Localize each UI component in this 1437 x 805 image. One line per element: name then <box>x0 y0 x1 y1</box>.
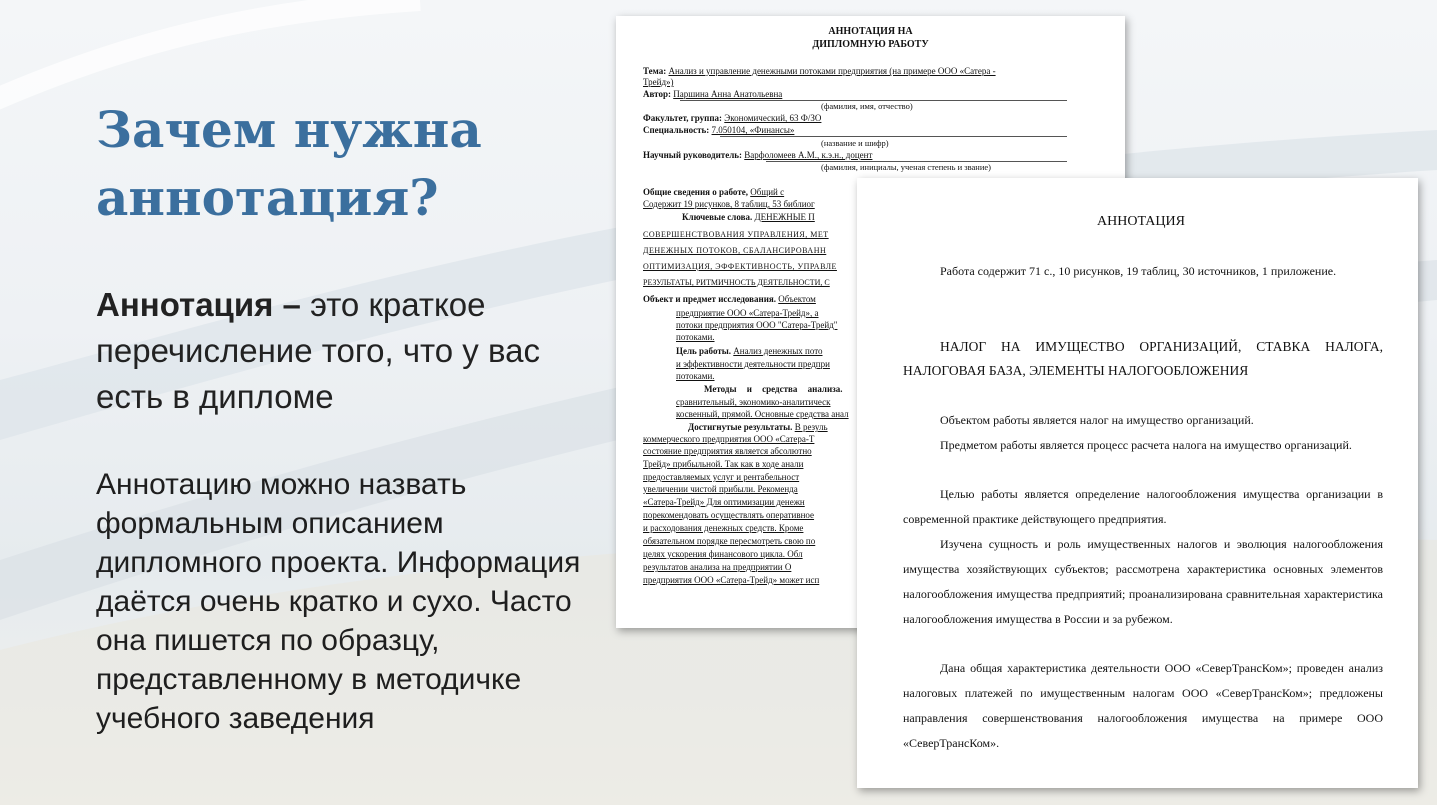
doc1-results-line5: предоставляемых услуг и рентабельност <box>643 472 800 482</box>
doc1-results-line8: порекомендовать осуществлять оперативное <box>643 510 815 520</box>
doc1-topic-value: Анализ и управление денежными потоками предприятия (на примере ООО «Сатера - <box>668 66 996 76</box>
doc1-advisor-hint: (фамилия, инициалы, ученая степень и звание) <box>821 162 991 172</box>
doc1-results-line12: результатов анализа на предприятии О <box>643 562 792 572</box>
doc1-object-label: Объект и предмет исследования. <box>643 294 777 304</box>
doc1-object-value: Объектом <box>778 294 816 304</box>
doc2-heading: АННОТАЦИЯ <box>1097 214 1185 229</box>
doc1-kw-line2: ДЕНЕЖНЫХ ПОТОКОВ, СБАЛАНСИРОВАНН <box>643 246 827 255</box>
doc2-studied: Изучена сущность и роль имущественных налогов и эволюция налогообложения имущества хозяйствующих субъектов; рассмотрена характеристика основных элементов налогообложения имущества предприятий; проанализирована сравнительная характеристика налогообложения имущества в России и за рубежом. <box>903 537 1383 626</box>
doc1-methods-label: Методы и средства анализа. <box>704 384 843 394</box>
doc2-object: Объектом работы является налог на имущество организаций. <box>940 413 1254 427</box>
doc1-keywords-label: Ключевые слова. <box>682 212 753 222</box>
doc1-results-line2: коммерческого предприятия ООО «Сатера-Т <box>643 434 815 444</box>
doc1-kw-line4: РЕЗУЛЬТАТЫ, РИТМИЧНОСТЬ ДЕЯТЕЛЬНОСТИ, С <box>643 278 830 287</box>
definition-text <box>96 282 566 420</box>
doc1-author-value: Паршина Анна Анатольевна <box>673 89 783 99</box>
doc2-subject: Предметом работы является процесс расчета налога на имущество организаций. <box>940 438 1352 452</box>
doc1-object-line4: потоками. <box>676 332 715 342</box>
definition-term: Аннотация – <box>96 286 301 323</box>
slide-title: Зачем нужна аннотация? <box>96 100 482 227</box>
doc1-kw-line1: СОВЕРШЕНСТВОВАНИЯ УПРАВЛЕНИЯ, МЕТ <box>643 230 829 239</box>
doc1-methods-line2: сравнительный, экономико-аналитическ <box>676 397 831 407</box>
doc1-general-label: Общие сведения о работе, <box>643 187 748 197</box>
doc1-results-line7: «Сатера-Трейд» Для оптимизации денежн <box>643 497 805 507</box>
definition-rest: это краткое перечисление того, что у вас есть в дипломе <box>96 286 540 415</box>
doc1-object-line2: предприятие ООО «Сатера-Трейд», а <box>676 308 819 318</box>
doc1-results-line4: Трейд» прибыльной. Так как в ходе анали <box>643 459 804 469</box>
doc1-kw-line3: ОПТИМИЗАЦИЯ, ЭФФЕКТИВНОСТЬ, УПРАВЛЕ <box>643 262 837 271</box>
doc1-goal-label: Цель работы. <box>676 346 732 356</box>
doc1-faculty-label: Факультет, группа: <box>643 113 723 123</box>
doc1-general-value: Общий с <box>750 187 785 197</box>
doc1-results-line13: предприятия ООО «Сатера-Трейд» может исп <box>643 575 820 585</box>
doc1-object-line3: потоки предприятия ООО "Сатера-Трейд" <box>676 320 838 330</box>
doc1-results-line10: обязательном порядке пересмотреть свою по <box>643 536 816 546</box>
doc2-keywords: НАЛОГ НА ИМУЩЕСТВО ОРГАНИЗАЦИЙ, СТАВКА НАЛОГА, НАЛОГОВАЯ БАЗА, ЭЛЕМЕНТЫ НАЛОГООБЛОЖЕНИЯ <box>903 339 1383 378</box>
body-paragraph: Аннотацию можно назвать формальным описанием дипломного проекта. Информация даётся очень кратко и сухо. Часто она пишется по образцу, представленному в методичке учебного заведения <box>96 468 581 735</box>
doc1-heading <box>616 25 1125 51</box>
doc1-results-line11: целях ускорения финансового цикла. Обл <box>643 549 803 559</box>
doc1-results-line3: состояние предприятия является абсолютно <box>643 446 812 456</box>
doc1-methods-line3: косвенный, прямой. Основные средства анал <box>676 409 849 419</box>
doc1-author-label: Автор: <box>643 89 671 99</box>
doc1-results-line6: увеличении чистой прибыли. Рекоменда <box>643 484 798 494</box>
doc1-results-value: В резуль <box>794 422 828 432</box>
doc2-stats: Работа содержит 71 с., 10 рисунков, 19 таблиц, 30 источников, 1 приложение. <box>940 264 1337 278</box>
doc1-results-label: Достигнутые результаты. <box>688 422 793 432</box>
doc1-goal-line3: потоками. <box>676 371 715 381</box>
doc1-topic-label: Тема: <box>643 66 667 76</box>
annotation-document-2 <box>857 178 1418 788</box>
doc1-specialty-hint: (название и шифр) <box>821 138 889 148</box>
doc1-goal-line2: и эффективности деятельности предпри <box>676 359 830 369</box>
doc1-topic-value-2: Трейд») <box>643 77 674 87</box>
doc1-author-hint: (фамилия, имя, отчество) <box>821 101 913 111</box>
doc1-advisor-value: Варфоломеев А.М., к.э.н., доцент <box>744 150 873 160</box>
doc1-goal-value: Анализ денежных пото <box>733 346 823 356</box>
doc1-advisor-label: Научный руководитель: <box>643 150 742 160</box>
doc1-specialty-label: Специальность: <box>643 125 710 135</box>
doc1-heading-line1: АННОТАЦИЯ НА <box>828 26 913 37</box>
doc2-goal: Целью работы является определение налогообложения имущества организации в современной практике действующего предприятия. <box>903 487 1383 526</box>
doc1-specialty-value: 7.050104, «Финансы» <box>711 125 795 135</box>
doc1-keywords-value: ДЕНЕЖНЫЕ П <box>754 212 815 222</box>
doc1-general-line2: Содержит 19 рисунков, 8 таблиц, 53 библиог <box>643 199 815 209</box>
doc2-given: Дана общая характеристика деятельности ООО «СеверТрансКом»; проведен анализ налоговых платежей по имущественным налогам ООО «СеверТрансКом»; предложены направления совершенствования налогообложения имущества на примере ООО «СеверТрансКом». <box>903 661 1383 750</box>
doc1-results-line9: и расходования денежных средств. Кроме <box>643 523 804 533</box>
doc1-faculty-value: Экономический, 63 Ф/ЗО <box>724 113 822 123</box>
doc1-heading-line2: ДИПЛОМНУЮ РАБОТУ <box>812 39 929 50</box>
